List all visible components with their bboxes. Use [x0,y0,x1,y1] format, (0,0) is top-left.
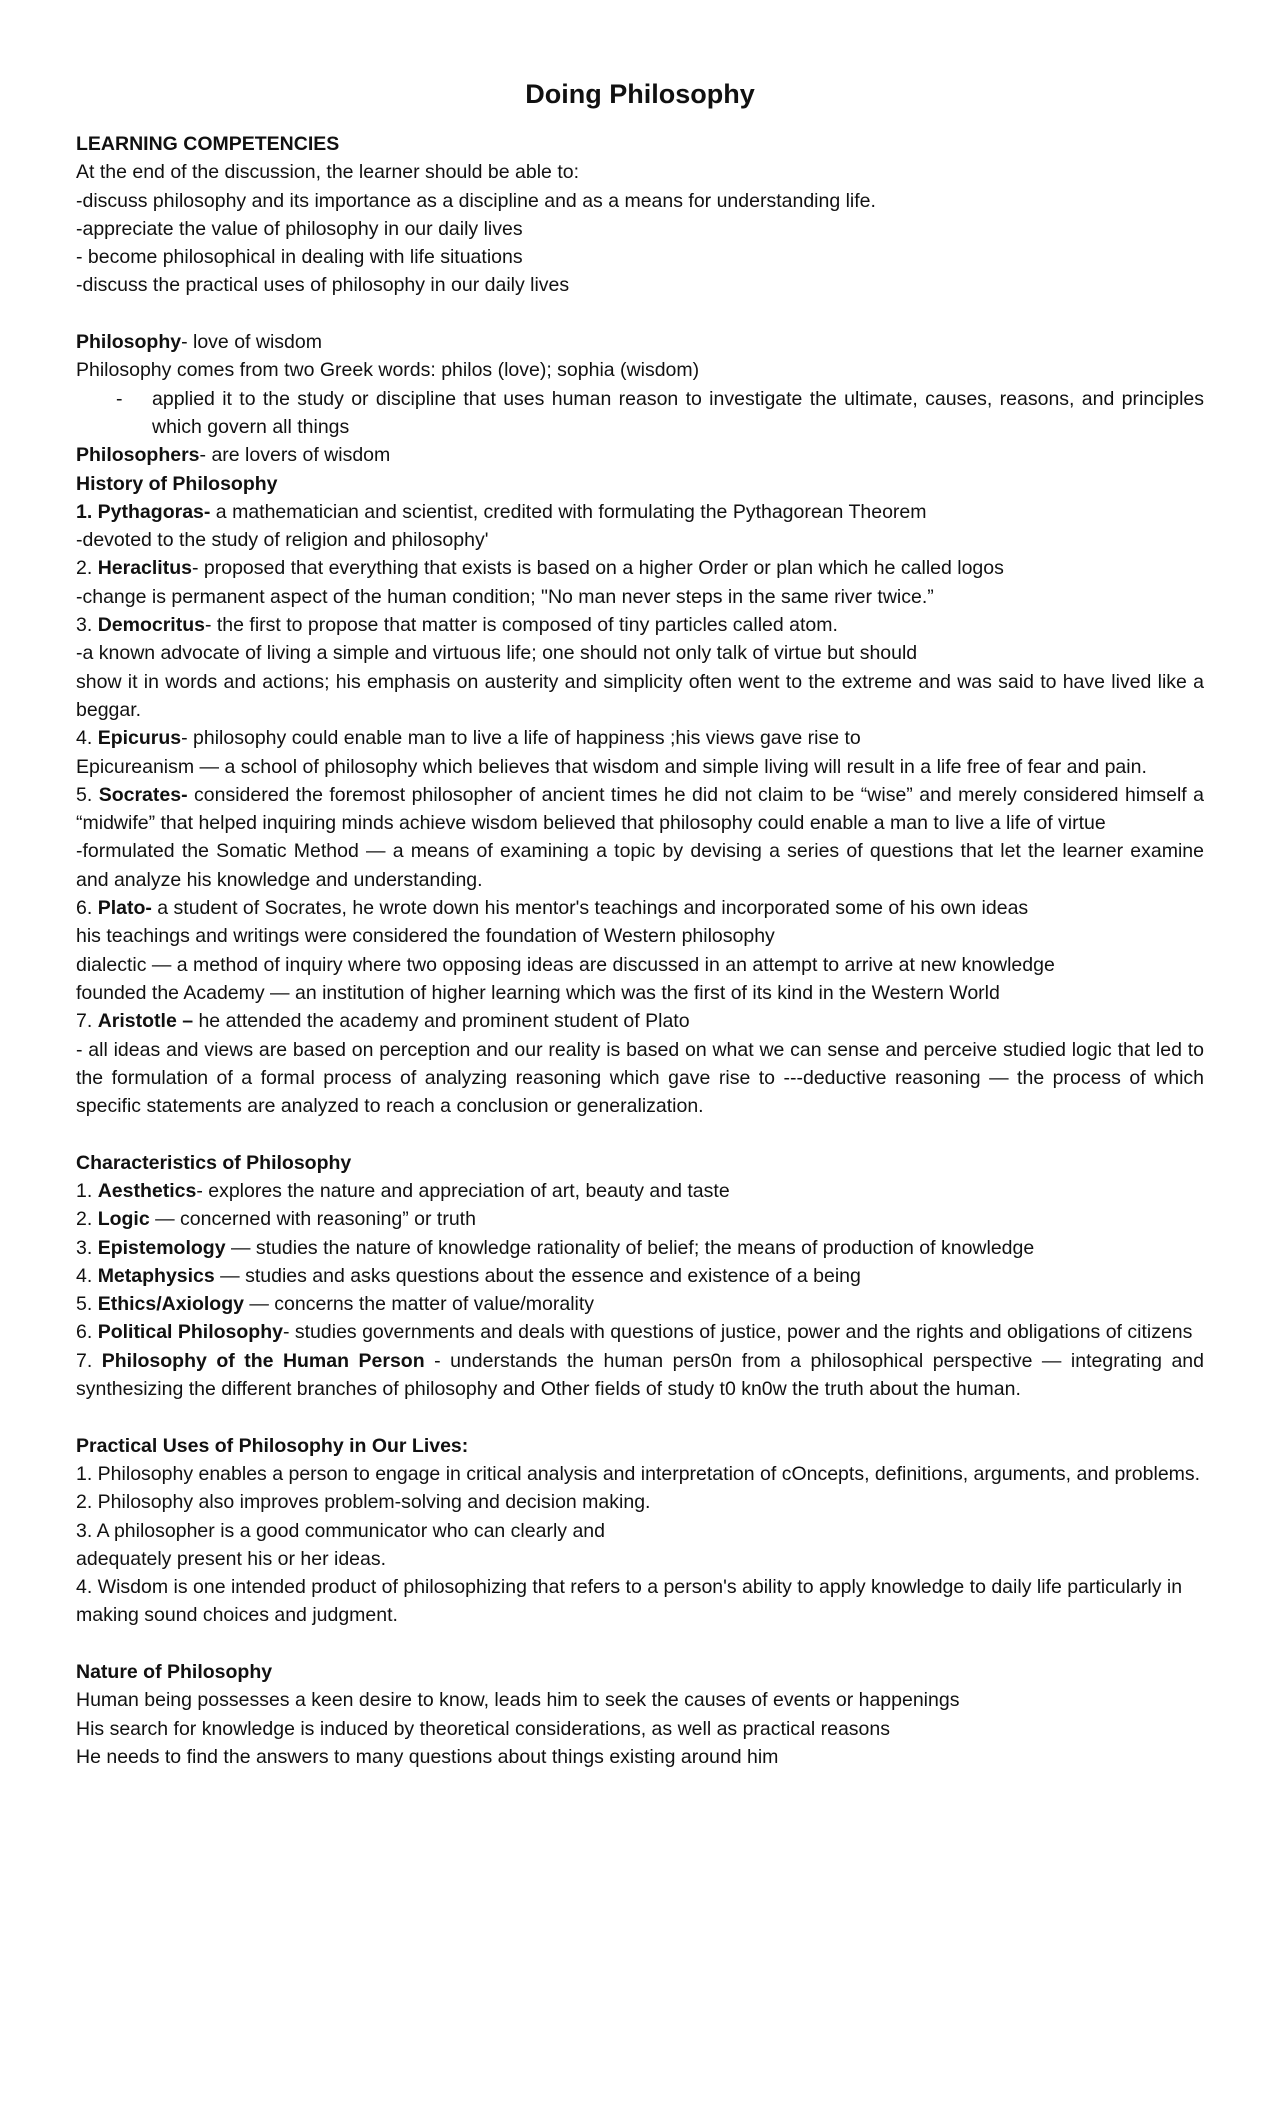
spacer [76,1120,1204,1148]
nature-line: His search for knowledge is induced by theoretical considerations, as well as practical reasons [76,1717,890,1740]
heraclitus-detail: -change is permanent aspect of the human condition; "No man never steps in the same river twice.” [76,585,934,608]
democritus-detail: -a known advocate of living a simple and virtuous life; one should not only talk of virtue but should [76,642,918,665]
plato-detail: his teachings and writings were considered the foundation of Western philosophy [76,925,775,948]
competency-item: -discuss the practical uses of philosophy in our daily lives [76,274,570,297]
practical-item: 4. Wisdom is one intended product of philosophizing that refers to a person's ability to apply knowledge to daily life particularly in making sound choices and judgment. [76,1576,1183,1627]
spacer [76,1630,1204,1658]
socrates-detail: -formulated the Somatic Method — a means of examining a topic by devising a series of questions that let the learner examine and analyze his knowledge and understanding. [76,840,1204,891]
nature-heading: Nature of Philosophy [76,1661,273,1684]
document-title: Doing Philosophy [525,79,755,109]
characteristic-item: 3. Epistemology — studies the nature of knowledge rationality of belief; the means of production of knowledge [76,1236,1035,1259]
characteristic-item: 4. Metaphysics — studies and asks questions about the essence and existence of a being [76,1264,861,1287]
plato-detail-2: dialectic — a method of inquiry where two opposing ideas are discussed in an attempt to arrive at new knowledge [76,953,1055,976]
epicurus-detail: Epicureanism — a school of philosophy which believes that wisdom and simple living will result in a life free of fear and pain. [76,755,1147,778]
practical-item: adequately present his or her ideas. [76,1547,387,1570]
competency-item: - become philosophical in dealing with life situations [76,246,523,269]
philosophers-definition: Philosophers- are lovers of wisdom [76,444,391,467]
practical-heading: Practical Uses of Philosophy in Our Lives: [76,1434,469,1457]
spacer [76,1403,1204,1431]
nature-line: He needs to find the answers to many questions about things existing around him [76,1745,779,1768]
pythagoras-entry: 1. Pythagoras- a mathematician and scientist, credited with formulating the Pythagorean Theorem [76,500,927,523]
pythagoras-detail: -devoted to the study of religion and philosophy' [76,529,489,552]
practical-item: 2. Philosophy also improves problem-solving and decision making. [76,1491,651,1514]
competency-item: -discuss philosophy and its importance as a discipline and as a means for understanding life. [76,189,876,212]
plato-detail-3: founded the Academy — an institution of higher learning which was the first of its kind in the Western World [76,981,1000,1004]
epicurus-entry: 4. Epicurus- philosophy could enable man to live a life of happiness ;his views gave rise to [76,727,861,750]
characteristics-heading: Characteristics of Philosophy [76,1151,352,1174]
bullet-dash: - [116,387,123,410]
history-heading: History of Philosophy [76,472,278,495]
spacer [76,300,1204,328]
characteristic-item: 7. Philosophy of the Human Person - understands the human pers0n from a philosophical perspective — integrating and synthesizing the different branches of philosophy and Other fields of study t0 kn0w the truth about the human. [76,1349,1204,1401]
aristotle-detail: - all ideas and views are based on perception and our reality is based on what we can sense and perceive studied logic that led to the formulation of a formal process of analyzing reasoning which gave rise to ---deductive reasoning — the process of which specific statements are analyzed to reach a conclusion or generalization. [76,1038,1204,1118]
democritus-detail-2: show it in words and actions; his emphasis on austerity and simplicity often went to the extreme and was said to have lived like a beggar. [76,670,1204,721]
practical-item: 1. Philosophy enables a person to engage in critical analysis and interpretation of cOncepts, definitions, arguments, and problems. [76,1462,1201,1485]
philosophy-origin: Philosophy comes from two Greek words: philos (love); sophia (wisdom) [76,359,700,382]
plato-entry: 6. Plato- a student of Socrates, he wrote down his mentor's teachings and incorporated some of his own ideas [76,897,1029,920]
competencies-intro: At the end of the discussion, the learner should be able to: [76,161,580,184]
competency-item: -appreciate the value of philosophy in our daily lives [76,217,523,240]
democritus-entry: 3. Democritus- the first to propose that matter is composed of tiny particles called atom. [76,614,838,637]
nature-line: Human being possesses a keen desire to know, leads him to seek the causes of events or happenings [76,1689,960,1712]
characteristic-item: 1. Aesthetics- explores the nature and appreciation of art, beauty and taste [76,1179,730,1202]
aristotle-entry: 7. Aristotle – he attended the academy and prominent student of Plato [76,1010,690,1033]
characteristic-item: 2. Logic — concerned with reasoning” or truth [76,1208,476,1231]
definition-bullet [76,385,1204,442]
socrates-entry: 5. Socrates- considered the foremost philosopher of ancient times he did not claim to be “wise” and merely considered himself a “midwife” that helped inquiring minds achieve wisdom believed that philosophy could enable a man to live a life of virtue [76,783,1204,835]
competencies-heading: LEARNING COMPETENCIES [76,133,340,155]
characteristic-item: 6. Political Philosophy- studies governments and deals with questions of justice, power and the rights and obligations of citizens [76,1321,1193,1344]
philosophy-definition: Philosophy- love of wisdom [76,331,322,354]
characteristic-item: 5. Ethics/Axiology — concerns the matter of value/morality [76,1293,595,1316]
heraclitus-entry: 2. Heraclitus- proposed that everything that exists is based on a higher Order or plan which he called logos [76,557,1004,580]
bullet-text: applied it to the study or discipline that uses human reason to investigate the ultimate, causes, reasons, and principles which govern all things [152,387,1204,438]
practical-item: 3. A philosopher is a good communicator who can clearly and [76,1519,605,1542]
